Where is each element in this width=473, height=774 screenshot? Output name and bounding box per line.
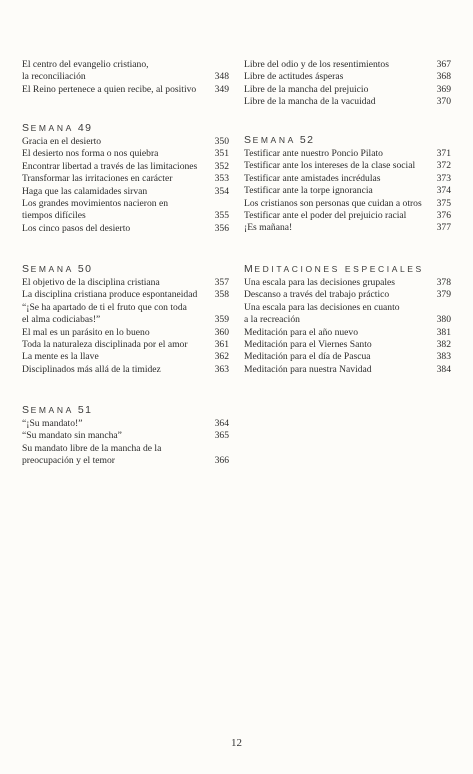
heading-initial: S — [22, 263, 31, 275]
toc-entry-page: 382 — [436, 339, 451, 351]
toc-entry-page: 351 — [214, 148, 229, 160]
toc-entry-title: El Reino pertenece a quien recibe, al positivo — [22, 83, 197, 95]
toc-entry-title: Meditación para el año nuevo — [244, 326, 359, 338]
toc-entry-title: El centro del evangelio cristiano, — [22, 59, 149, 70]
toc-entry-title: “¡Se ha apartado de ti el fruto que con toda — [22, 301, 187, 313]
toc-entry-page: 370 — [436, 96, 451, 108]
heading-initial: S — [22, 122, 31, 134]
toc-entry-title: Gracia en el desierto — [22, 136, 102, 147]
toc-entry — [244, 339, 451, 351]
toc-entry-title: Su mandato libre de la mancha de la — [22, 442, 162, 454]
toc-entry-page: 378 — [436, 277, 451, 288]
toc-entry-page: 381 — [436, 326, 451, 338]
section-heading — [244, 263, 451, 276]
toc-entry — [22, 84, 229, 96]
toc-entry-title: Testificar ante la torpe ignorancia — [244, 185, 373, 197]
toc-entry — [244, 71, 451, 83]
toc-entry-title: Disciplinados más allá de la timidez — [22, 363, 161, 375]
toc-entry — [244, 96, 451, 108]
toc-entry — [22, 430, 229, 442]
toc-entry-title: a la recreación — [244, 314, 300, 326]
toc-entry — [244, 198, 451, 210]
section-meditaciones-especiales — [244, 263, 451, 376]
heading-week-number: 50 — [77, 263, 93, 275]
toc-entry — [22, 136, 229, 148]
toc-entry-title: Una escala para las decisiones en cuanto — [244, 301, 400, 313]
toc-entry — [22, 186, 229, 198]
heading-initial: S — [244, 134, 253, 146]
toc-entry-page: 364 — [214, 418, 229, 429]
toc-entry — [244, 185, 451, 197]
toc-entry-title: Encontrar libertad a través de las limitaciones — [22, 160, 198, 172]
toc-entry-page: 348 — [214, 71, 229, 83]
toc-entry-title: “Su mandato sin mancha” — [22, 430, 122, 442]
toc-entry — [22, 59, 229, 71]
toc-entry-title: el alma codiciabas!” — [22, 314, 101, 326]
toc-entry-page: 375 — [436, 197, 451, 209]
toc-entry-title: Una escala para las decisiones grupales — [244, 277, 396, 288]
toc-entry-page: 376 — [436, 210, 451, 222]
toc-entry-title: Haga que las calamidades sirvan — [22, 185, 148, 197]
heading-text: EMANA — [252, 135, 296, 145]
toc-entry-title: preocupación y el temor — [22, 455, 115, 467]
toc-entry — [244, 59, 451, 71]
toc-entry-page: 360 — [214, 326, 229, 338]
toc-entry-title: Transformar las irritaciones en carácter — [22, 173, 173, 185]
toc-entry-title: Toda la naturaleza disciplinada por el amor — [22, 339, 188, 351]
toc-entry-page: 372 — [436, 160, 451, 172]
toc-entry — [22, 314, 229, 326]
toc-entry-page: 366 — [214, 455, 229, 467]
toc-entry-title: Libre de la mancha del prejuicio — [244, 83, 369, 95]
toc-entry-page: 359 — [214, 314, 229, 326]
toc-entry-title: Testificar ante los intereses de la clase social — [244, 160, 416, 172]
toc-entry-title: Testificar ante amistades incrédulas — [244, 172, 381, 184]
toc-entry — [244, 173, 451, 185]
toc-entry — [22, 443, 229, 455]
toc-entry-page: 367 — [436, 59, 451, 70]
section-heading — [244, 134, 451, 147]
heading-week-number: 51 — [77, 404, 93, 416]
toc-entry-page: 354 — [214, 185, 229, 197]
toc-entry-title: El desierto nos forma o nos quiebra — [22, 148, 159, 160]
toc-entry-title: Meditación para nuestra Navidad — [244, 363, 372, 375]
toc-entry-page: 369 — [436, 83, 451, 95]
toc-entry — [244, 327, 451, 339]
toc-entry-page: 384 — [436, 363, 451, 375]
section-heading — [22, 404, 229, 417]
toc-entry-title: Libre del odio y de los resentimientos — [244, 59, 389, 70]
toc-entry — [244, 314, 451, 326]
heading-initial: S — [22, 404, 31, 416]
toc-entry-title: Testificar ante nuestro Poncio Pilato — [244, 148, 383, 159]
section-heading — [22, 122, 229, 135]
page-number: 12 — [231, 737, 242, 749]
toc-entry-page: 379 — [436, 289, 451, 301]
toc-entry-title: la reconciliación — [22, 71, 86, 83]
toc-entry — [22, 210, 229, 222]
toc-entry-page: 357 — [214, 277, 229, 288]
section-semana-51 — [22, 404, 229, 468]
toc-entry — [22, 71, 229, 83]
section-continued-48 — [22, 59, 229, 96]
toc-entry-page — [207, 59, 229, 71]
toc-entry-page: 380 — [436, 314, 451, 326]
toc-entry-title: Libre de actitudes ásperas — [244, 71, 344, 83]
heading-week-number: 49 — [77, 122, 93, 134]
toc-entry-title: El mal es un parásito en lo bueno — [22, 326, 150, 338]
toc-entry — [244, 210, 451, 222]
toc-entry — [22, 351, 229, 363]
toc-entry-page: 355 — [214, 210, 229, 222]
toc-entry-page: 373 — [436, 172, 451, 184]
toc-entry-page — [207, 302, 229, 314]
toc-entry — [22, 302, 229, 314]
toc-entry — [244, 222, 451, 234]
toc-entry — [22, 339, 229, 351]
toc-entry-page: 371 — [436, 148, 451, 159]
section-semana-49 — [22, 122, 229, 235]
toc-entry-title: Descanso a través del trabajo práctico — [244, 289, 390, 301]
toc-entry-title: Los grandes movimientos nacieron en — [22, 198, 169, 210]
toc-entry-title: Testificar ante el poder del prejuicio racial — [244, 210, 407, 222]
heading-text: EDITACIONES ESPECIALES — [254, 264, 424, 274]
toc-entry — [22, 364, 229, 376]
heading-text: EMANA — [30, 264, 74, 274]
toc-entry-title: ¡Es mañana! — [244, 222, 293, 234]
section-continued-51 — [244, 59, 451, 109]
toc-entry-title: Meditación para el día de Pascua — [244, 351, 371, 363]
toc-entry — [22, 148, 229, 160]
heading-week-number: 52 — [299, 134, 315, 146]
toc-entry-page: 361 — [214, 339, 229, 351]
toc-entry-page: 362 — [214, 351, 229, 363]
toc-entry-title: “¡Su mandato!” — [22, 418, 83, 429]
toc-entry-page: 365 — [214, 430, 229, 442]
section-semana-50 — [22, 263, 229, 376]
toc-entry — [22, 455, 229, 467]
toc-entry — [22, 327, 229, 339]
toc-entry — [244, 277, 451, 289]
toc-entry-title: La disciplina cristiana produce espontaneidad — [22, 289, 198, 301]
heading-initial: M — [244, 263, 255, 275]
heading-text: EMANA — [30, 123, 74, 133]
toc-entry-title: El objetivo de la disciplina cristiana — [22, 277, 160, 288]
section-semana-52 — [244, 134, 451, 235]
toc-entry — [22, 277, 229, 289]
toc-entry-page — [207, 198, 229, 210]
toc-entry-title: tiempos difíciles — [22, 210, 86, 222]
toc-entry-page: 374 — [436, 185, 451, 197]
toc-entry — [244, 364, 451, 376]
section-heading — [22, 263, 229, 276]
toc-entry-page: 363 — [214, 363, 229, 375]
toc-entry-page: 352 — [214, 160, 229, 172]
toc-entry — [22, 289, 229, 301]
toc-entry-title: Los cinco pasos del desierto — [22, 222, 131, 234]
toc-entry — [22, 223, 229, 235]
toc-entry — [22, 173, 229, 185]
toc-entry-title: La mente es la llave — [22, 351, 99, 363]
toc-entry-page: 368 — [436, 71, 451, 83]
heading-text: EMANA — [30, 405, 74, 415]
toc-entry — [244, 351, 451, 363]
toc-entry — [244, 289, 451, 301]
toc-entry-title: Libre de la mancha de la vacuidad — [244, 96, 376, 108]
toc-entry-page: 350 — [214, 136, 229, 147]
toc-entry-page — [429, 302, 451, 314]
toc-entry-title: Los cristianos son personas que cuidan a otros — [244, 197, 422, 209]
toc-entry — [22, 198, 229, 210]
toc-entry-page: 377 — [436, 222, 451, 234]
toc-entry-page: 358 — [214, 289, 229, 301]
toc-entry-page — [207, 443, 229, 455]
toc-entry — [244, 84, 451, 96]
toc-entry — [22, 161, 229, 173]
toc-entry — [244, 160, 451, 172]
toc-entry — [244, 302, 451, 314]
toc-entry-page: 349 — [214, 83, 229, 95]
toc-entry-page: 356 — [214, 222, 229, 234]
toc-entry-title: Meditación para el Viernes Santo — [244, 339, 372, 351]
toc-entry — [22, 418, 229, 430]
toc-entry-page: 353 — [214, 173, 229, 185]
toc-entry — [244, 148, 451, 160]
toc-entry-page: 383 — [436, 351, 451, 363]
